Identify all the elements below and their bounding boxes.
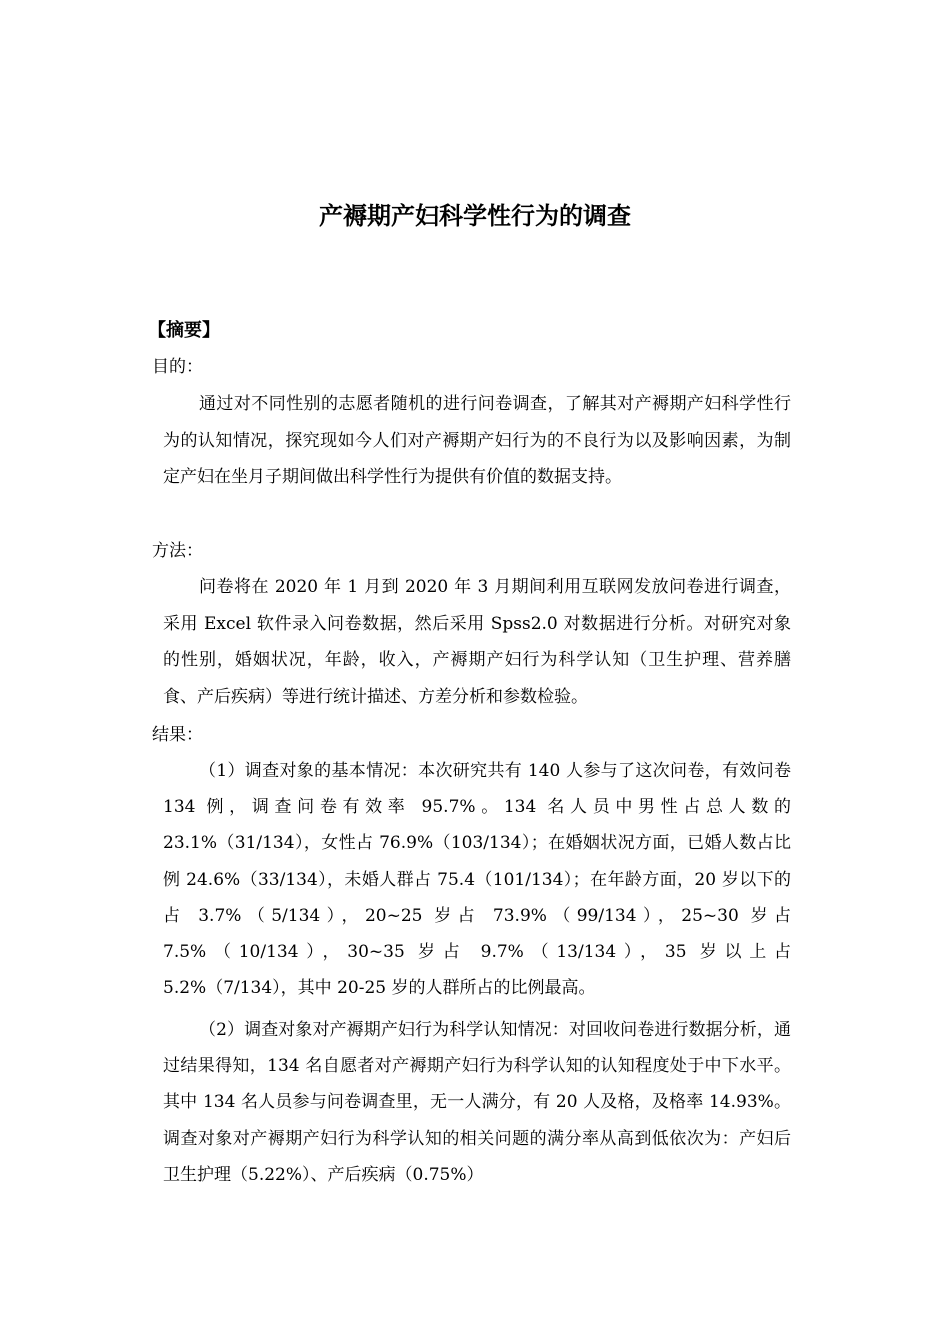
objective-paragraph: 通过对不同性别的志愿者随机的进行问卷调查，了解其对产褥期产妇科学性行为的认知情况，探究现如今人们对产褥期产妇行为的不良行为以及影响因素，为制定产妇在坐月子期间做出科学性行为提供有价值的数据支持。 <box>163 394 791 487</box>
objective-label: 目的： <box>152 357 203 377</box>
results-label: 结果： <box>152 725 203 745</box>
document-title: 产褥期产妇科学性行为的调查 <box>319 202 631 230</box>
abstract-heading: 【摘要】 <box>148 320 220 341</box>
results-paragraph-1: （1）调查对象的基本情况：本次研究共有 140 人参与了这次问卷，有效问卷 134 例，调查问卷有效率 95.7%。134 名人员中男性占总人数的 23.1%（31/134），女性占 76.9%（103/134）；在婚姻状况方面，已婚人数占比例 24.6%（33/134），未婚人群占 75.4（101/134）；在年龄方面，20 岁以下的占 3.7%（5/134），20~25 岁占 73.9%（99/134），25~30 岁占 7.5%（10/134），30~35 岁占 9.7%（13/134），35 岁以上占 5.2%（7/134），其中 20-25 岁的人群所占的比例最高。 <box>163 761 791 999</box>
results-paragraph-2: （2）调查对象对产褥期产妇行为科学认知情况：对回收问卷进行数据分析，通过结果得知，134 名自愿者对产褥期产妇行为科学认知的认知程度处于中下水平。其中 134 名人员参与问卷调查里，无一人满分，有 20 人及格，及格率 14.93%。调查对象对产褥期产妇行为科学认知的相关问题的满分率从高到低依次为：产妇后卫生护理（5.22%）、产后疾病（0.75%） <box>163 1020 791 1185</box>
methods-label: 方法： <box>152 541 203 561</box>
methods-paragraph: 问卷将在 2020 年 1 月到 2020 年 3 月期间利用互联网发放问卷进行调查，采用 Excel 软件录入问卷数据，然后采用 Spss2.0 对数据进行分析。对研究对象的性别，婚姻状况，年龄，收入，产褥期产妇行为科学认知（卫生护理、营养膳食、产后疾病）等进行统计描述、方差分析和参数检验。 <box>163 577 791 707</box>
